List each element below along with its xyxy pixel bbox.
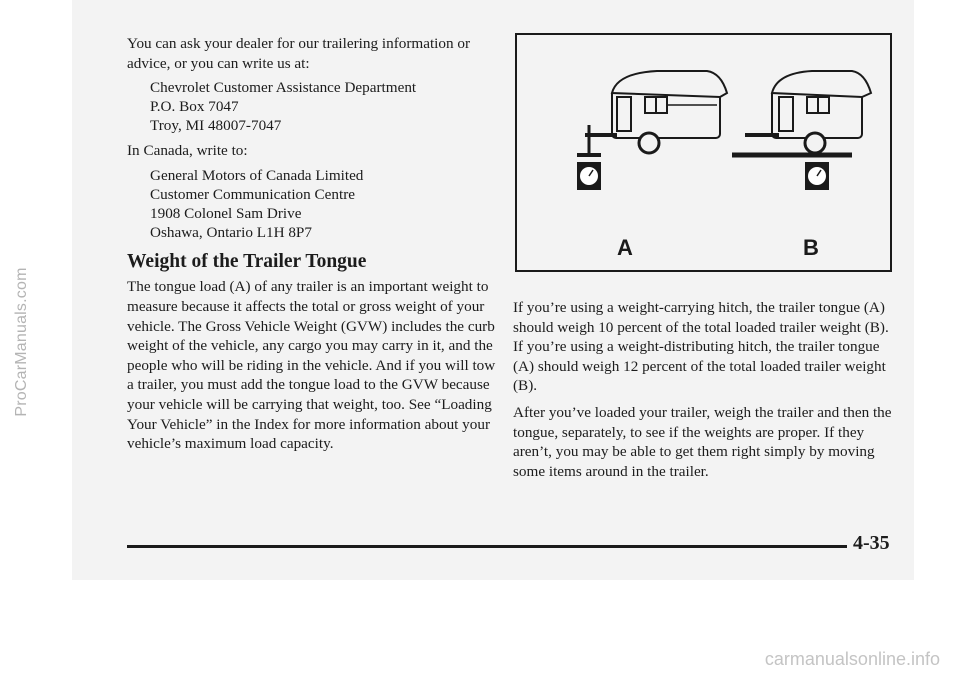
section-heading: Weight of the Trailer Tongue [127, 250, 367, 272]
trailer-weight-figure [515, 33, 892, 272]
left-column [127, 34, 499, 454]
address-line: Troy, MI 48007-7047 [150, 117, 282, 135]
tongue-load-body: The tongue load (A) of any trailer is an important weight to measure because it affects the total or gross weight of your vehicle. The Gross Vehicle Weight (GVW) includes the curb weight of the vehicle, any cargo you may carry in it, and the people who will be riding in the vehicle. And if you will tow a trailer, you must add the tongue load to the GVW because your vehicle will be carrying that weight, too. See “Loading Your Vehicle” in the Index for more information about your vehicle’s maximum load capacity. [127, 278, 496, 453]
canada-intro-text: In Canada, write to: [127, 142, 248, 160]
address-line: Oshawa, Ontario L1H 8P7 [150, 223, 312, 241]
hitch-weight-text: If you’re using a weight-carrying hitch, the trailer tongue (A) should weigh 10 percent of the total loaded trailer weight (B). If you’re using a weight-distributing hitch, the trailer tongue (A) should weigh 12 percent of the total loaded trailer weight (B). [513, 299, 889, 395]
figure-label-b: B [803, 235, 819, 260]
page-number: 4-35 [853, 532, 890, 554]
right-column [513, 298, 898, 488]
us-address-block [127, 78, 499, 135]
address-line: P.O. Box 7047 [150, 98, 239, 116]
bottom-watermark: carmanualsonline.info [764, 649, 940, 669]
figure-label-a: A [617, 235, 633, 260]
address-line: 1908 Colonel Sam Drive [150, 204, 302, 222]
trailer-b-drawing [732, 71, 871, 190]
weighing-advice-text: After you’ve loaded your trailer, weigh the trailer and then the tongue, separately, to see if the weights are proper. If they aren’t, you may be able to get them right simply by moving some items around in the trailer. [513, 403, 892, 480]
side-watermark: ProCarManuals.com [13, 267, 30, 417]
trailer-illustration [517, 35, 890, 270]
canada-address-block [127, 166, 499, 242]
dealer-intro-text: You can ask your dealer for our trailering information or advice, or you can write us at: [127, 35, 471, 72]
address-line: Chevrolet Customer Assistance Department [150, 79, 417, 97]
address-line: Customer Communication Centre [150, 185, 356, 203]
trailer-a-drawing [577, 71, 727, 190]
address-line: General Motors of Canada Limited [150, 166, 364, 184]
footer-rule [127, 545, 847, 548]
